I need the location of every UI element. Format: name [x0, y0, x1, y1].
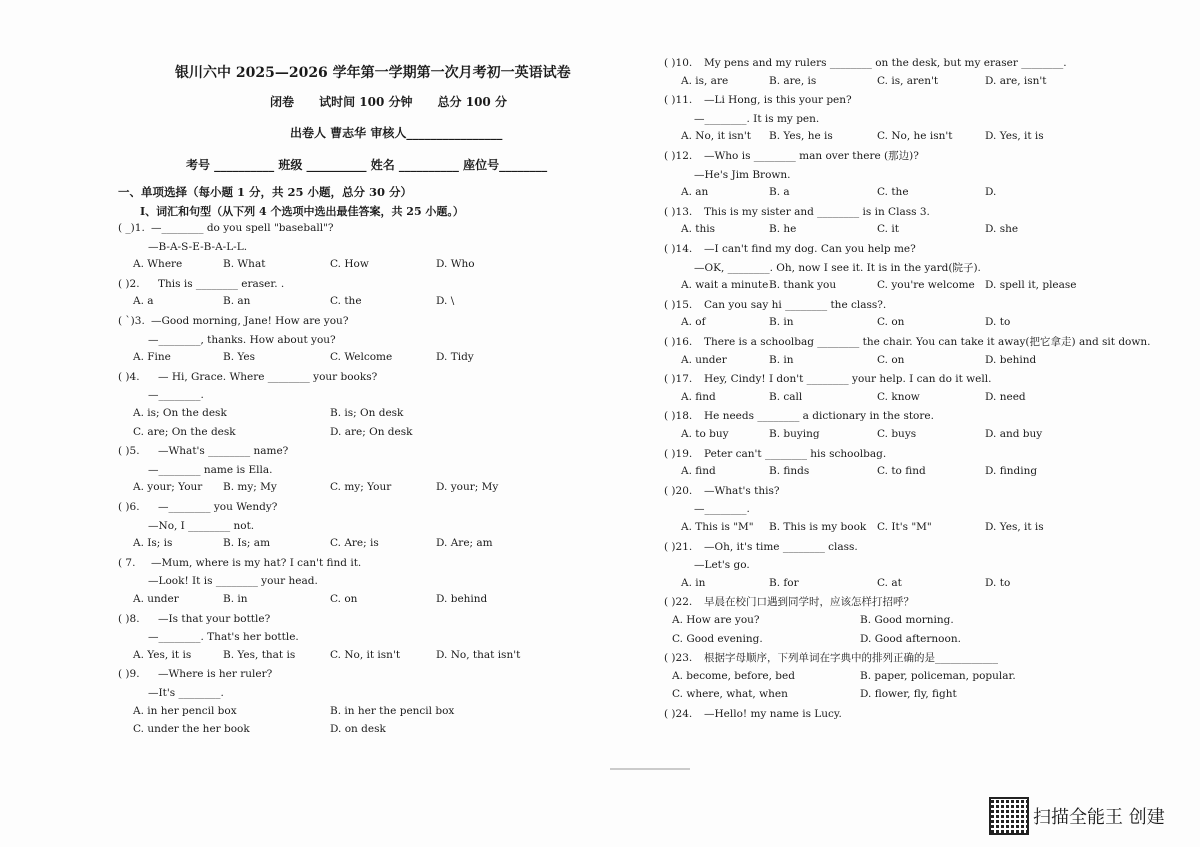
page-footer-mark	[610, 768, 690, 774]
answer-option: C. is, aren't	[877, 74, 939, 87]
question-stem: —Hello! my name is Lucy.	[704, 708, 842, 720]
answer-option: C. where, what, when	[672, 688, 788, 701]
question-number: ( )5.	[118, 445, 140, 458]
answer-option: A. an	[681, 186, 709, 199]
question-stem: —Is that your bottle?	[158, 612, 271, 625]
answer-option: D. your; My	[436, 481, 499, 494]
question-stem: This is my sister and ________ is in Class 3.	[704, 205, 930, 218]
answer-option: D. Yes, it is	[985, 130, 1044, 143]
answer-option: B. my; My	[223, 481, 277, 494]
exam-title: 银川六中 2025—2026 学年第一学期第一次月考初一英语试卷	[175, 65, 571, 81]
question-stem: —Li Hong, is this your pen?	[704, 94, 852, 107]
answer-option: B. are, is	[769, 74, 817, 87]
answer-option: D. need	[985, 390, 1026, 403]
question-number: ( )4.	[118, 370, 140, 383]
question-stem: — Hi, Grace. Where ________ your books?	[158, 370, 378, 383]
question-stem: —Who is ________ man over there (那边)?	[704, 150, 919, 162]
answer-option: A. become, before, bed	[672, 669, 795, 682]
question-number: ( )18.	[664, 410, 693, 423]
answer-option: B. paper, policeman, popular.	[860, 669, 1016, 682]
answer-option: B. Is; am	[223, 537, 271, 550]
answer-option: C. on	[877, 353, 905, 366]
question-number: ( )6.	[118, 501, 140, 513]
answer-option: A. is, are	[681, 74, 729, 87]
answer-option: A. How are you?	[672, 614, 760, 626]
question-number: ( )22.	[664, 596, 693, 609]
answer-option: B. thank you	[769, 279, 837, 292]
answer-option: D. she	[985, 223, 1019, 236]
question-stem-line2: —________.	[694, 503, 750, 516]
question-stem-line2: —Let's go.	[694, 559, 750, 572]
question-number: ( )2.	[118, 277, 140, 290]
answer-option: C. on	[877, 316, 905, 329]
question-stem: My pens and my rulers ________ on the desk, but my eraser ________.	[704, 57, 1067, 69]
answer-option: D. to	[985, 316, 1011, 329]
answer-option: C. under the her book	[133, 723, 250, 736]
answer-option: B. for	[769, 576, 799, 589]
question-number: ( )19.	[664, 447, 693, 460]
answer-option: A. a	[133, 295, 154, 308]
answer-option: D. Are; am	[436, 537, 493, 550]
answer-option: A. find	[681, 390, 716, 403]
answer-option: A. This is "M"	[681, 521, 754, 533]
question-stem: —Oh, it's time ________ class.	[704, 540, 858, 553]
answer-option: B. in	[769, 353, 794, 366]
answer-option: D. behind	[985, 353, 1037, 366]
answer-option: D. are, isn't	[985, 74, 1047, 87]
question-number: ( )16.	[664, 336, 693, 348]
answer-option: C. Welcome	[330, 351, 393, 364]
answer-option: C. my; Your	[330, 481, 392, 494]
question-number: ( )20.	[664, 484, 693, 497]
question-stem-line2: —________, thanks. How about you?	[148, 333, 336, 346]
answer-option: A. No, it isn't	[681, 130, 751, 143]
answer-option: A. to buy	[681, 428, 729, 440]
question-number: ( )11.	[664, 94, 693, 107]
answer-option: A. is; On the desk	[133, 407, 227, 419]
answer-option: C. the	[330, 295, 362, 308]
answer-option: D. No, that isn't	[436, 648, 521, 661]
question-stem: —What's ________ name?	[158, 445, 289, 458]
answer-option: C. you're welcome	[877, 279, 975, 292]
answer-option: C. it	[877, 223, 899, 236]
answer-option: D. flower, fly, fight	[860, 688, 957, 701]
answer-option: B. finds	[769, 465, 810, 478]
answer-option: B. he	[769, 223, 797, 236]
answer-option: A. Is; is	[133, 537, 173, 550]
question-stem-line2: —It's ________.	[148, 687, 224, 699]
question-stem-line2: —________ name is Ella.	[148, 463, 273, 476]
question-number: ( )24.	[664, 708, 693, 720]
answer-option: C. No, it isn't	[330, 648, 401, 661]
answer-option: C. at	[877, 576, 902, 589]
answer-option: B. an	[223, 295, 251, 308]
section-title: 一、单项选择（每小题 1 分，共 25 小题，总分 30 分）	[118, 185, 413, 199]
answer-option: A. of	[681, 316, 706, 329]
student-fields: 考号 __________ 班级 __________ 姓名 __________ 座位号________	[186, 158, 548, 172]
answer-option: D. on desk	[330, 723, 386, 736]
answer-option: B. in	[769, 316, 794, 329]
question-stem: —Where is her ruler?	[158, 668, 273, 681]
question-number: ( )13.	[664, 205, 693, 218]
answer-option: A. wait a minute	[681, 279, 769, 292]
answer-option: A. in	[681, 576, 706, 589]
question-stem-line2: —No, I ________ not.	[148, 519, 255, 532]
answer-option: A. Fine	[133, 351, 171, 364]
question-stem: He needs ________ a dictionary in the store.	[704, 410, 934, 423]
question-number: ( )10.	[664, 57, 693, 69]
answer-option: B. call	[769, 390, 803, 403]
answer-option: B. What	[223, 258, 266, 271]
answer-option: A. this	[681, 223, 715, 236]
question-stem-line2: —________. It is my pen.	[694, 112, 820, 125]
question-stem: Can you say hi ________ the class?.	[704, 298, 887, 311]
answer-option: D. and buy	[985, 428, 1043, 440]
question-stem: —________ do you spell "baseball"?	[151, 222, 334, 234]
answer-option: C. buys	[877, 428, 917, 440]
question-stem: 早晨在校门口遇到同学时，应该怎样打招呼？	[704, 596, 914, 609]
answer-option: C. the	[877, 186, 909, 199]
answer-option: D. Who	[436, 258, 475, 271]
answer-option: D. \	[436, 295, 455, 308]
answer-option: B. Good morning.	[860, 614, 954, 626]
answer-option: C. to find	[877, 465, 926, 478]
question-stem: Peter can't ________ his schoolbag.	[704, 447, 887, 460]
answer-option: C. No, he isn't	[877, 130, 953, 143]
answer-option: D. behind	[436, 593, 488, 605]
question-number: ( )9.	[118, 668, 140, 681]
question-number: ( )12.	[664, 150, 693, 162]
answer-option: D. finding	[985, 465, 1038, 478]
answer-option: D. spell it, please	[985, 279, 1077, 292]
question-stem-line2: —________.	[148, 389, 204, 402]
question-number: ( _)1.	[118, 222, 145, 234]
answer-option: D. to	[985, 576, 1011, 589]
question-number: ( )23.	[664, 652, 693, 665]
answer-option: D. Tidy	[436, 351, 474, 364]
answer-option: B. in her the pencil box	[330, 704, 455, 717]
exam-info: 闭卷 试时间 100 分钟 总分 100 分	[270, 95, 507, 109]
question-stem-line2: —OK, ________. Oh, now I see it. It is in the yard(院子).	[694, 261, 981, 274]
answer-option: B. buying	[769, 428, 820, 440]
section-subtitle: Ⅰ、词汇和句型（从下列 4 个选项中选出最佳答案，共 25 小题。）	[140, 205, 464, 218]
answer-option: C. know	[877, 390, 920, 403]
question-stem: —Good morning, Jane! How are you?	[151, 315, 349, 327]
question-number: ( 7.	[118, 556, 136, 569]
answer-option: A. under	[133, 593, 179, 605]
answer-option: C. on	[330, 593, 358, 605]
answer-option: C. Are; is	[330, 537, 379, 550]
answer-option: B. is; On desk	[330, 407, 404, 419]
answer-option: D. Yes, it is	[985, 521, 1044, 533]
question-stem-line2: —B-A-S-E-B-A-L-L.	[148, 240, 248, 253]
question-stem: —What's this?	[704, 484, 780, 497]
question-number: ( )15.	[664, 298, 693, 311]
question-number: ( `)3.	[118, 315, 145, 327]
answer-option: B. a	[769, 186, 790, 199]
question-stem: —Mum, where is my hat? I can't find it.	[151, 556, 362, 569]
question-stem-line2: —He's Jim Brown.	[694, 168, 791, 181]
answer-option: A. under	[681, 353, 727, 366]
question-number: ( )17.	[664, 373, 693, 386]
qr-code-icon	[989, 797, 1029, 835]
author-line: 出卷人 曹志华 审核人________________	[290, 126, 503, 140]
answer-option: B. Yes	[223, 351, 256, 364]
answer-option: C. Good evening.	[672, 632, 763, 645]
answer-option: C. It's "M"	[877, 521, 932, 533]
scanner-watermark: 扫描全能王 创建	[1033, 807, 1165, 828]
question-stem: 根据字母顺序，下列单词在字典中的排列正确的是____________	[704, 652, 998, 665]
answer-option: D. Good afternoon.	[860, 632, 961, 645]
question-stem: Hey, Cindy! I don't ________ your help. I can do it well.	[704, 373, 992, 386]
answer-option: B. Yes, that is	[223, 648, 296, 661]
question-number: ( )21.	[664, 540, 693, 553]
answer-option: A. your; Your	[133, 481, 203, 494]
question-stem: There is a schoolbag ________ the chair. You can take it away(把它拿走) and sit down.	[704, 336, 1151, 348]
answer-option: C. are; On the desk	[133, 425, 236, 438]
answer-option: A. Yes, it is	[133, 648, 192, 661]
answer-option: A. Where	[133, 258, 183, 271]
question-number: ( )14.	[664, 243, 693, 255]
answer-option: B. Yes, he is	[769, 130, 833, 143]
question-stem-line2: —________. That's her bottle.	[148, 631, 299, 644]
answer-option: A. find	[681, 465, 716, 478]
question-stem: —________ you Wendy?	[158, 501, 278, 513]
question-stem: This is ________ eraser. .	[158, 277, 285, 290]
answer-option: B. This is my book	[769, 521, 867, 533]
answer-option: C. How	[330, 258, 369, 271]
answer-option: A. in her pencil box	[133, 704, 237, 717]
answer-option: D.	[985, 186, 997, 199]
answer-option: D. are; On desk	[330, 425, 413, 438]
question-stem-line2: —Look! It is ________ your head.	[148, 575, 318, 588]
answer-option: B. in	[223, 593, 248, 605]
question-stem: —I can't find my dog. Can you help me?	[704, 243, 916, 255]
question-number: ( )8.	[118, 612, 140, 625]
